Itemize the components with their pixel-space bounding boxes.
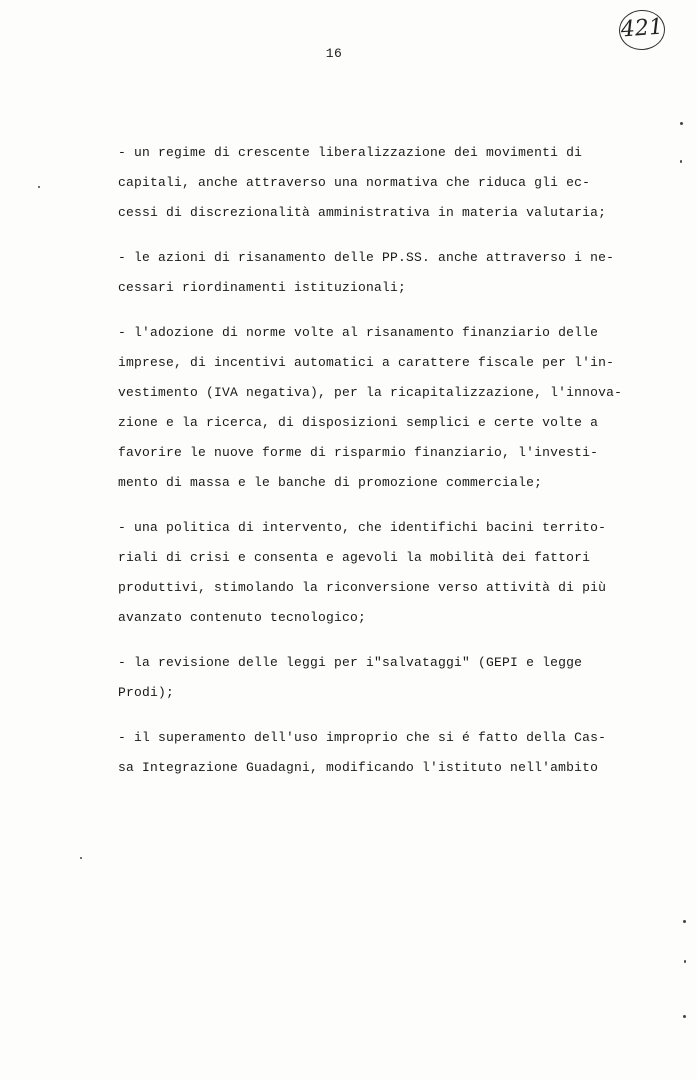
text-line: cessari riordinamenti istituzionali;	[118, 280, 407, 295]
text-line: mento di massa e le banche di promozione commerciale;	[118, 475, 543, 490]
list-item	[118, 138, 618, 228]
list-item	[118, 243, 618, 303]
text-line: - l'adozione di norme volte al risanamento finanziario delle	[118, 325, 599, 340]
scan-speck	[680, 160, 682, 163]
text-line: Prodi);	[118, 685, 175, 700]
document-body	[118, 138, 623, 798]
page-number: 16	[325, 46, 343, 61]
text-line: favorire le nuove forme di risparmio finanziario, l'investi-	[118, 445, 599, 460]
text-line: capitali, anche attraverso una normativa che riduca gli ec-	[118, 175, 591, 190]
text-line: vestimento (IVA negativa), per la ricapitalizzazione, l'innova-	[118, 385, 623, 400]
text-line: - il superamento dell'uso improprio che si é fatto della Cas-	[118, 730, 607, 745]
list-item	[118, 318, 623, 498]
text-line: - una politica di intervento, che identifichi bacini territo-	[118, 520, 607, 535]
text-line: - le azioni di risanamento delle PP.SS. anche attraverso i ne-	[118, 250, 615, 265]
scan-speck	[684, 960, 686, 963]
text-line: - un regime di crescente liberalizzazione dei movimenti di	[118, 145, 583, 160]
scan-speck	[683, 920, 686, 923]
scan-speck	[680, 122, 683, 125]
text-line: produttivi, stimolando la riconversione verso attività di più	[118, 580, 607, 595]
scan-speck	[683, 1015, 686, 1018]
scan-speck	[80, 857, 82, 859]
text-line: - la revisione delle leggi per i"salvataggi" (GEPI e legge	[118, 655, 583, 670]
text-line: sa Integrazione Guadagni, modificando l'istituto nell'ambito	[118, 760, 599, 775]
text-line: cessi di discrezionalità amministrativa in materia valutaria;	[118, 205, 607, 220]
scan-speck	[38, 186, 40, 188]
text-line: avanzato contenuto tecnologico;	[118, 610, 367, 625]
list-item	[118, 513, 618, 633]
text-line: imprese, di incentivi automatici a carattere fiscale per l'in-	[118, 355, 615, 370]
text-line: riali di crisi e consenta e agevoli la mobilità dei fattori	[118, 550, 591, 565]
text-line: zione e la ricerca, di disposizioni semplici e certe volte a	[118, 415, 599, 430]
list-item	[118, 723, 618, 783]
list-item	[118, 648, 618, 708]
archive-number-stamp: 421	[618, 8, 667, 51]
